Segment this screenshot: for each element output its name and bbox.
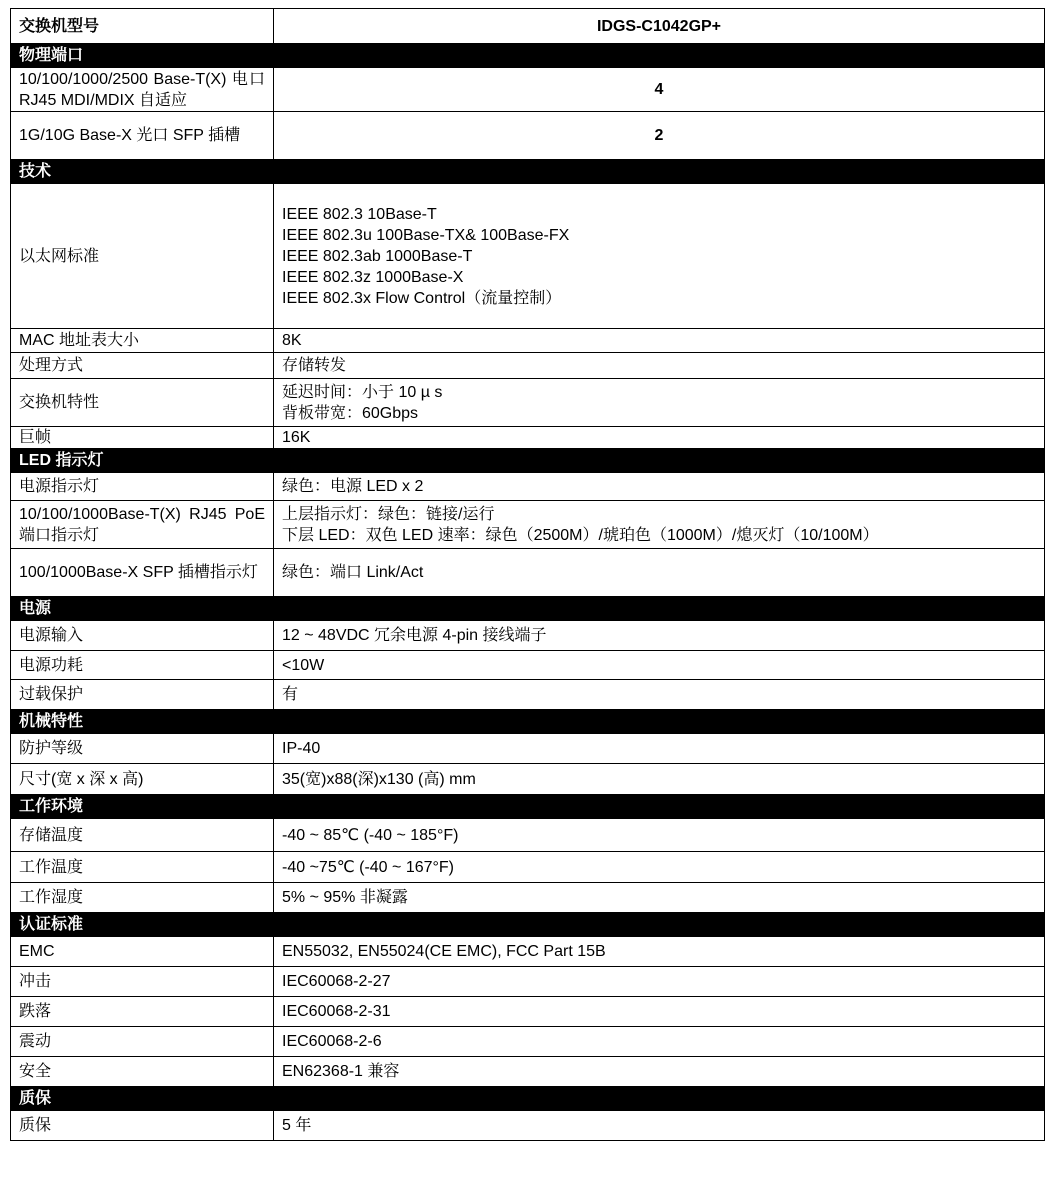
spec-value: 35(宽)x88(深)x130 (高) mm	[274, 764, 1045, 795]
spec-value: 绿色：端口 Link/Act	[274, 549, 1045, 597]
spec-value: IEC60068-2-27	[274, 967, 1045, 997]
header-label: 交换机型号	[11, 9, 274, 44]
spec-row	[11, 379, 1045, 427]
spec-label: 交换机特性	[11, 379, 274, 427]
spec-value: 8K	[274, 329, 1045, 353]
section-header-filler	[274, 597, 1045, 621]
section-title: 质保	[11, 1087, 274, 1111]
spec-value: -40 ~ 85℃ (-40 ~ 185°F)	[274, 819, 1045, 852]
spec-value: -40 ~75℃ (-40 ~ 167°F)	[274, 852, 1045, 883]
spec-value: 延迟时间：小于 10 µ s 背板带宽：60Gbps	[274, 379, 1045, 427]
spec-row	[11, 501, 1045, 549]
spec-row	[11, 651, 1045, 680]
section-header	[11, 597, 1045, 621]
spec-row	[11, 112, 1045, 160]
section-header	[11, 449, 1045, 473]
spec-label: 电源功耗	[11, 651, 274, 680]
section-header-filler	[274, 44, 1045, 68]
spec-label: 1G/10G Base-X 光口 SFP 插槽	[11, 112, 274, 160]
section-header	[11, 710, 1045, 734]
spec-value: 有	[274, 680, 1045, 710]
spec-value: 2	[274, 112, 1045, 160]
spec-label: 10/100/1000/2500 Base-T(X) 电口 RJ45 MDI/MDIX 自适应	[11, 68, 274, 112]
spec-row	[11, 184, 1045, 329]
spec-row	[11, 427, 1045, 449]
spec-label: 质保	[11, 1111, 274, 1141]
spec-label: 10/100/1000Base-T(X) RJ45 PoE 端口指示灯	[11, 501, 274, 549]
spec-row	[11, 680, 1045, 710]
spec-row	[11, 764, 1045, 795]
spec-row	[11, 852, 1045, 883]
spec-row	[11, 68, 1045, 112]
spec-row	[11, 549, 1045, 597]
spec-row	[11, 1027, 1045, 1057]
section-title: 工作环境	[11, 795, 274, 819]
section-header	[11, 913, 1045, 937]
section-title: 技术	[11, 160, 274, 184]
spec-row	[11, 353, 1045, 379]
spec-row	[11, 967, 1045, 997]
spec-value: IEC60068-2-31	[274, 997, 1045, 1027]
spec-label: 工作温度	[11, 852, 274, 883]
spec-table-body	[11, 9, 1045, 1141]
spec-value: IEC60068-2-6	[274, 1027, 1045, 1057]
section-title: LED 指示灯	[11, 449, 274, 473]
spec-label: 震动	[11, 1027, 274, 1057]
spec-label: 工作湿度	[11, 883, 274, 913]
section-title: 物理端口	[11, 44, 274, 68]
spec-label: MAC 地址表大小	[11, 329, 274, 353]
section-header-filler	[274, 449, 1045, 473]
spec-value: IP-40	[274, 734, 1045, 764]
spec-row	[11, 1057, 1045, 1087]
section-header-filler	[274, 795, 1045, 819]
spec-row	[11, 883, 1045, 913]
spec-label: 防护等级	[11, 734, 274, 764]
section-header-filler	[274, 710, 1045, 734]
spec-value: EN62368-1 兼容	[274, 1057, 1045, 1087]
spec-row	[11, 1111, 1045, 1141]
section-header	[11, 795, 1045, 819]
spec-label: 电源指示灯	[11, 473, 274, 501]
model-name: IDGS-C1042GP+	[274, 9, 1045, 44]
spec-value: EN55032, EN55024(CE EMC), FCC Part 15B	[274, 937, 1045, 967]
spec-label: 存储温度	[11, 819, 274, 852]
spec-row	[11, 997, 1045, 1027]
spec-label: 安全	[11, 1057, 274, 1087]
section-title: 认证标准	[11, 913, 274, 937]
spec-row	[11, 734, 1045, 764]
spec-row	[11, 329, 1045, 353]
section-title: 电源	[11, 597, 274, 621]
spec-label: 电源输入	[11, 621, 274, 651]
spec-value: 上层指示灯：绿色：链接/运行 下层 LED：双色 LED 速率：绿色（2500M）/琥珀色（1000M）/熄灭灯（10/100M）	[274, 501, 1045, 549]
spec-value: IEEE 802.3 10Base-T IEEE 802.3u 100Base-TX& 100Base-FX IEEE 802.3ab 1000Base-T IEEE 802.3z 1000Base-X IEEE 802.3x Flow Control（流量控制）	[274, 184, 1045, 329]
spec-label: EMC	[11, 937, 274, 967]
section-header	[11, 44, 1045, 68]
spec-label: 尺寸(宽 x 深 x 高)	[11, 764, 274, 795]
spec-row	[11, 621, 1045, 651]
spec-value: 16K	[274, 427, 1045, 449]
spec-label: 巨帧	[11, 427, 274, 449]
section-header	[11, 160, 1045, 184]
spec-value: 12 ~ 48VDC 冗余电源 4-pin 接线端子	[274, 621, 1045, 651]
spec-table	[10, 8, 1045, 1141]
spec-value: 存储转发	[274, 353, 1045, 379]
spec-value: 5% ~ 95% 非凝露	[274, 883, 1045, 913]
spec-label: 过载保护	[11, 680, 274, 710]
spec-label: 100/1000Base-X SFP 插槽指示灯	[11, 549, 274, 597]
spec-label: 处理方式	[11, 353, 274, 379]
spec-value: <10W	[274, 651, 1045, 680]
spec-value: 绿色：电源 LED x 2	[274, 473, 1045, 501]
spec-row	[11, 937, 1045, 967]
spec-label: 冲击	[11, 967, 274, 997]
spec-label: 以太网标准	[11, 184, 274, 329]
spec-row	[11, 819, 1045, 852]
spec-row	[11, 473, 1045, 501]
section-header-filler	[274, 913, 1045, 937]
section-header	[11, 1087, 1045, 1111]
section-header-filler	[274, 160, 1045, 184]
spec-label: 跌落	[11, 997, 274, 1027]
header-row	[11, 9, 1045, 44]
spec-value: 4	[274, 68, 1045, 112]
section-title: 机械特性	[11, 710, 274, 734]
spec-value: 5 年	[274, 1111, 1045, 1141]
section-header-filler	[274, 1087, 1045, 1111]
